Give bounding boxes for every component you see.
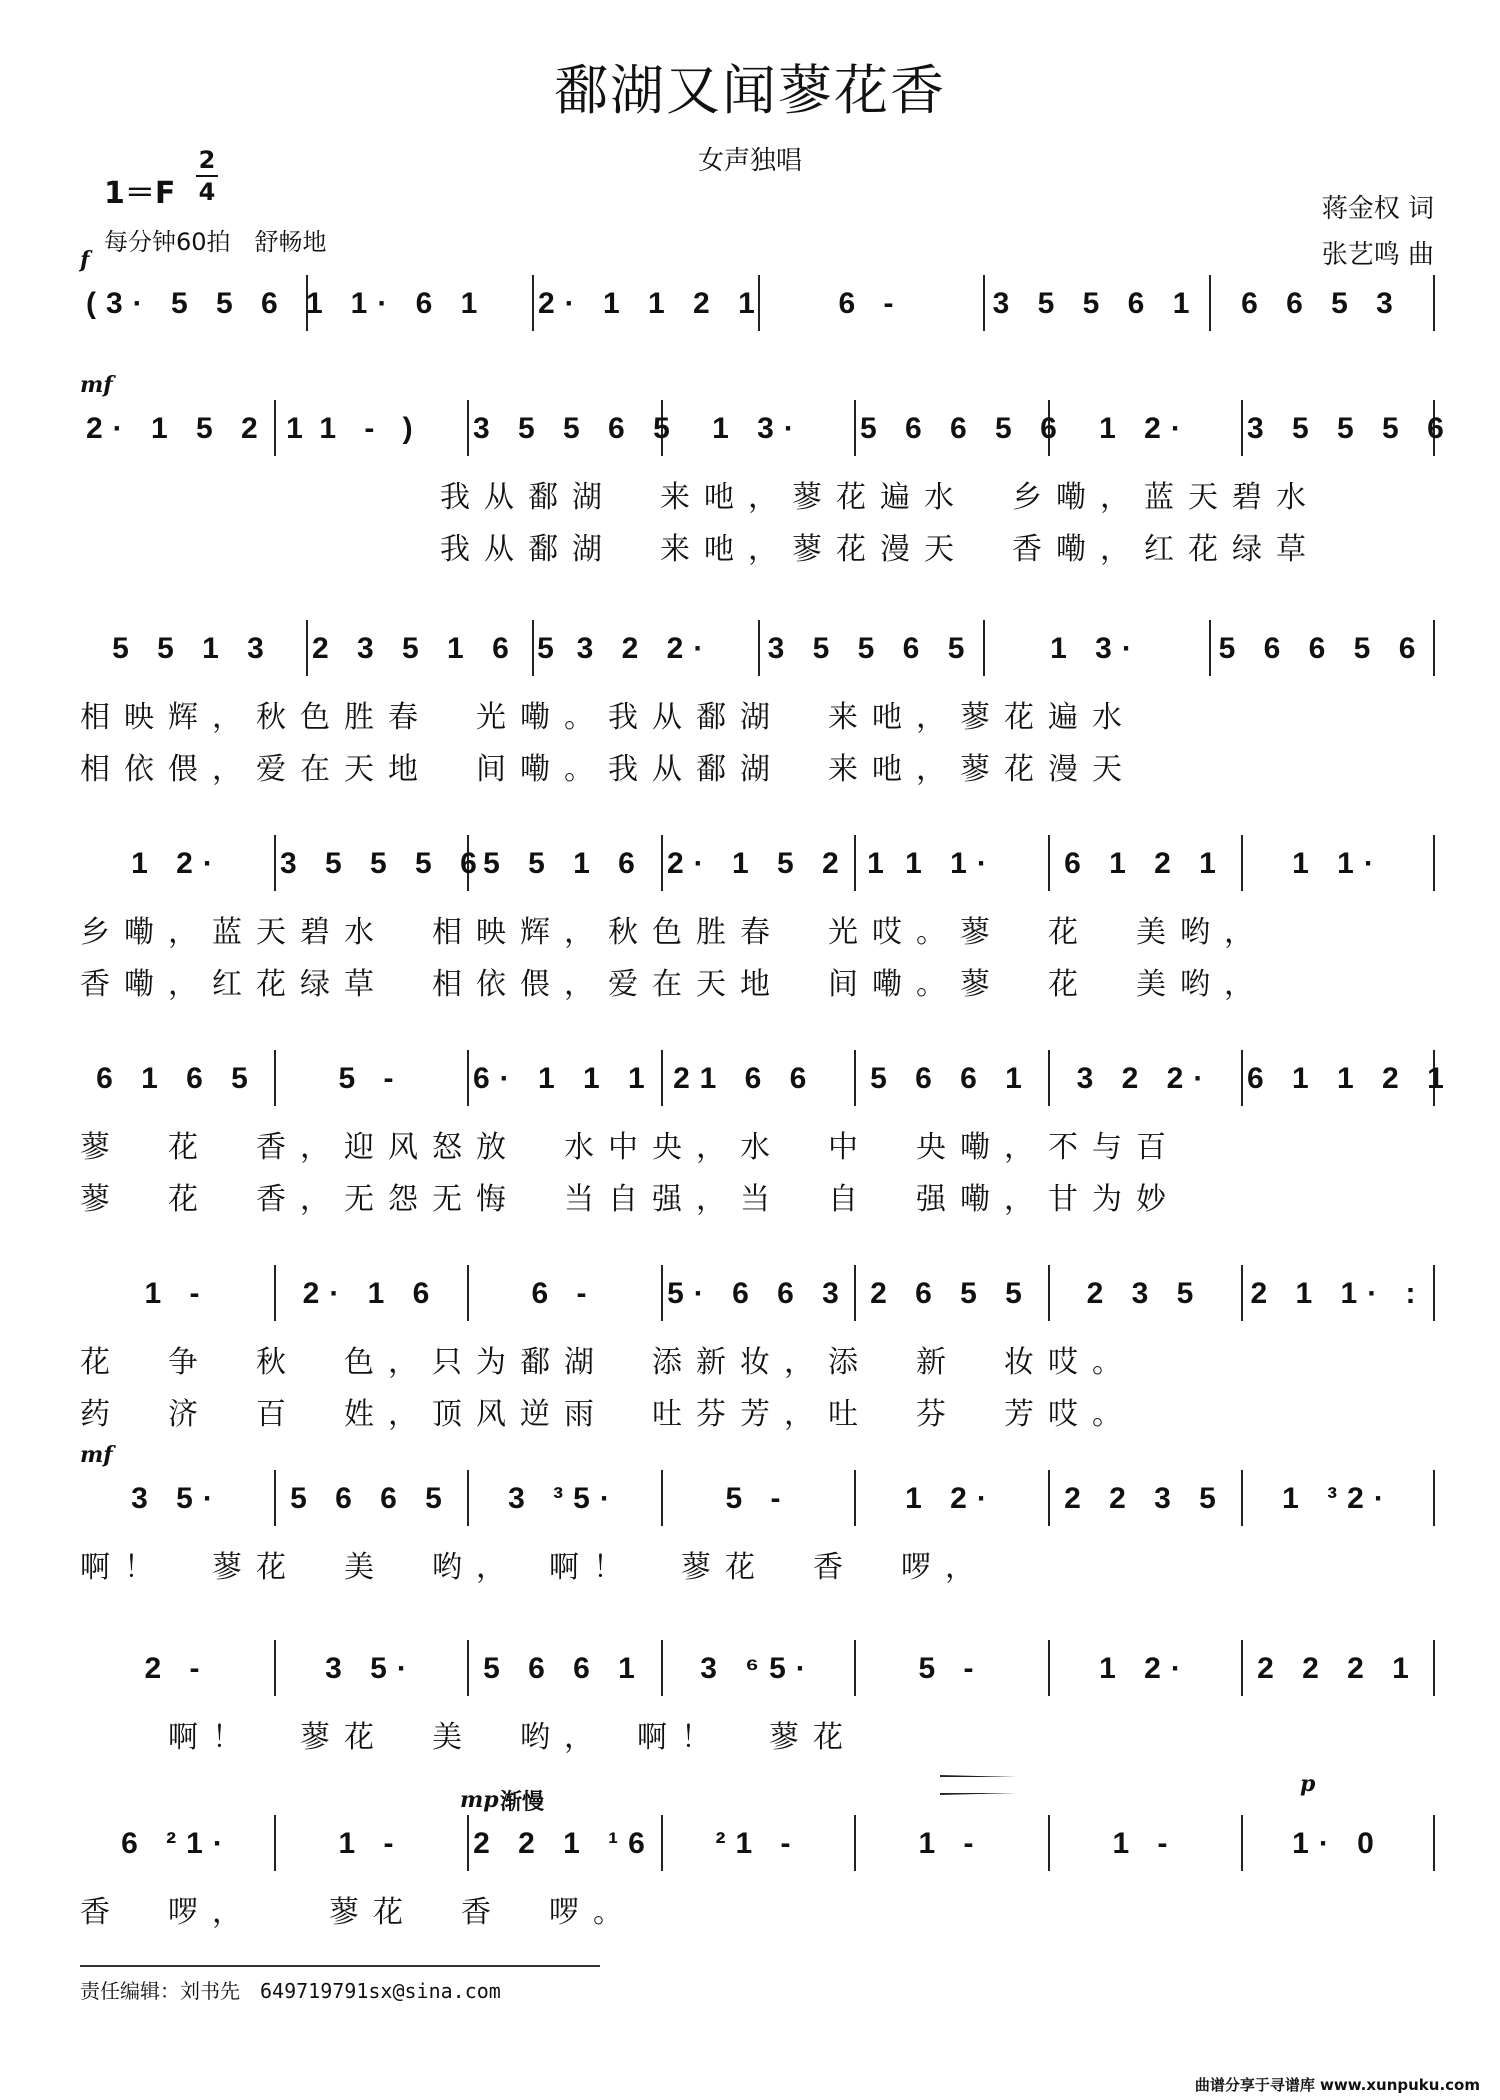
lyric-line: 香 啰， 蓼花 香 啰。 <box>80 1895 637 1930</box>
measure: 3 5 5 5 6 <box>280 847 487 880</box>
measure: 2 6 5 5 <box>870 1277 1032 1310</box>
measure: 5 6 6 5 6 <box>860 412 1067 445</box>
measure: 3 ³5· <box>508 1482 620 1515</box>
composer-credit: 张艺鸣 曲 <box>1321 240 1434 270</box>
measure: 1 - <box>338 1827 404 1860</box>
score-line <box>80 620 1435 787</box>
measure: 2 3 5 <box>1086 1277 1204 1310</box>
measure: 5 - <box>725 1482 791 1515</box>
measure: 2 1 1· : <box>1250 1277 1426 1310</box>
score-line <box>80 1265 1435 1432</box>
lyric-line: 蓼 花 香，无怨无悔 当自强，当 自 强嘞，甘为妙 <box>80 1182 1180 1217</box>
score-line <box>80 1050 1454 1217</box>
dynamic-marking: f <box>80 247 90 273</box>
measure: 1 2· <box>1099 412 1191 445</box>
score-line <box>80 1771 1435 1975</box>
meter-top: 2 <box>198 146 216 174</box>
lyric-line: 我从鄱湖 来吔，蓼花漫天 香嘞，红花绿草 <box>440 532 1320 567</box>
key-signature: 1＝F <box>104 176 176 211</box>
measure: 3 5 5 6 5 <box>473 412 680 445</box>
measure: 1 3· <box>1050 632 1142 665</box>
measure: 6 1 6 5 <box>96 1062 258 1095</box>
measure: 1 6 6 <box>699 1062 817 1095</box>
measure: 3 5 5 5 6 <box>1247 412 1454 445</box>
measure: 5 6 6 5 <box>290 1482 452 1515</box>
measure: 6 ²1· <box>121 1827 233 1860</box>
score-line <box>80 1640 1435 1800</box>
measure: 5 6 6 5 6 <box>1218 632 1426 665</box>
lyric-line: 相映辉，秋色胜春 光嘞。我从鄱湖 来吔，蓼花遍水 <box>80 700 1136 735</box>
lyric-line: 啊！ 蓼花 美 哟， 啊！ 蓼花 香 啰， <box>80 1550 989 1585</box>
measure: 2 2 3 5 <box>1064 1482 1226 1515</box>
measure: 5 5 1 6 <box>483 847 645 880</box>
measure: 1 1· <box>1292 847 1384 880</box>
measure: 1 - <box>1112 1827 1178 1860</box>
lyric-line: 乡嘞，蓝天碧水 相映辉，秋色胜春 光哎。蓼 花 美哟， <box>80 915 1268 950</box>
dynamic-marking: mf <box>80 372 113 398</box>
watermark: 曲谱分享于寻谱库 www.xunpuku.com <box>1194 2076 1480 2094</box>
measure: 5 6 6 1 <box>483 1652 645 1685</box>
measure: 1 1· <box>905 847 997 880</box>
tempo-marking: 每分钟60拍 舒畅地 <box>104 228 327 256</box>
score-line <box>80 835 1435 1002</box>
dynamic-marking: mp <box>460 1787 499 1813</box>
measure: 3 5· <box>131 1482 223 1515</box>
footer-divider <box>80 1965 600 1967</box>
measure: 6· 1 1 1 2 <box>473 1062 700 1095</box>
measure: 2· 1 1 2 1 <box>538 287 765 320</box>
measure: 3 5· <box>325 1652 417 1685</box>
measure: 5 5 1 3 <box>112 632 274 665</box>
measure: 6 1 2 1 <box>1064 847 1226 880</box>
measure: 2 3 5 1 6 5 <box>312 632 564 665</box>
measure: 1 - <box>144 1277 210 1310</box>
lyric-line: 我从鄱湖 来吔，蓼花遍水 乡嘞，蓝天碧水 <box>440 480 1320 515</box>
measure: 5 - <box>918 1652 984 1685</box>
meter-bottom: 4 <box>198 178 216 206</box>
measure: 6 6 5 3 <box>1241 287 1403 320</box>
measure: 1· 0 <box>1292 1827 1384 1860</box>
lyric-line: 啊！ 蓼花 美 哟， 啊！ 蓼花 <box>80 1720 857 1755</box>
dynamic-marking-end: p <box>1300 1771 1316 1797</box>
measure: (3· 5 5 6 1 <box>86 287 333 320</box>
time-signature <box>196 148 218 204</box>
measure: 6 - <box>531 1277 597 1310</box>
measure: 1 - <box>918 1827 984 1860</box>
measure: 1 3· <box>712 412 804 445</box>
measure: 1 ³2· <box>1282 1482 1394 1515</box>
measure: 2 2 1 ¹6 <box>473 1827 655 1860</box>
lyric-line: 花 争 秋 色，只为鄱湖 添新妆，添 新 妆哎。 <box>80 1345 1136 1380</box>
measure: 1· 6 1 <box>350 287 488 320</box>
measure: 2 - <box>144 1652 210 1685</box>
measure: 2· 1 5 2 1 <box>667 847 894 880</box>
dynamic-marking: mf <box>80 1442 113 1468</box>
measure: 2 2 2 1 <box>1257 1652 1419 1685</box>
measure: 1 2· <box>131 847 223 880</box>
measure: 5 - <box>338 1062 404 1095</box>
subtitle: 女声独唱 <box>697 146 802 176</box>
lyric-line: 相依偎，爱在天地 间嘞。我从鄱湖 来吔，蓼花漫天 <box>80 752 1136 787</box>
measure: 6 - <box>838 287 904 320</box>
measure: 3 ⁶5· <box>700 1652 816 1685</box>
lyricist-credit: 蒋金权 词 <box>1321 194 1434 224</box>
measure: 1 2· <box>905 1482 997 1515</box>
editor-credit: 责任编辑：刘书先 649719791sx@sina.com <box>80 1979 501 2003</box>
lyric-line: 药 济 百 姓，顶风逆雨 吐芬芳，吐 芬 芳哎。 <box>80 1397 1136 1432</box>
measure: 3 5 5 6 1 <box>992 287 1200 320</box>
measure: 1 2· <box>1099 1652 1191 1685</box>
lyric-line: 蓼 花 香，迎风怒放 水中央，水 中 央嘞，不与百 <box>80 1130 1180 1165</box>
tempo-change-marking: 渐慢 <box>500 1790 545 1815</box>
score-line <box>80 1442 1435 1630</box>
measure: ²1 - <box>715 1827 801 1860</box>
measure: 3 5 5 6 5 <box>767 632 975 665</box>
measure: 3 2 2· <box>1076 1062 1214 1095</box>
measure: 2· 1 5 2 1 <box>86 412 313 445</box>
measure: 5 6 6 1 <box>870 1062 1032 1095</box>
measure: 5· 6 6 3 <box>667 1277 849 1310</box>
measure: 3 2 2· <box>576 632 714 665</box>
score-line <box>80 372 1454 567</box>
measure: 1 - ) <box>319 412 423 445</box>
lyric-line: 香嘞，红花绿草 相依偎，爱在天地 间嘞。蓼 花 美哟， <box>80 967 1268 1002</box>
measure: 2· 1 6 <box>302 1277 440 1310</box>
measure: 6 1 1 2 1 <box>1247 1062 1454 1095</box>
page-title: 鄱湖又闻蓼花香 <box>554 59 946 122</box>
